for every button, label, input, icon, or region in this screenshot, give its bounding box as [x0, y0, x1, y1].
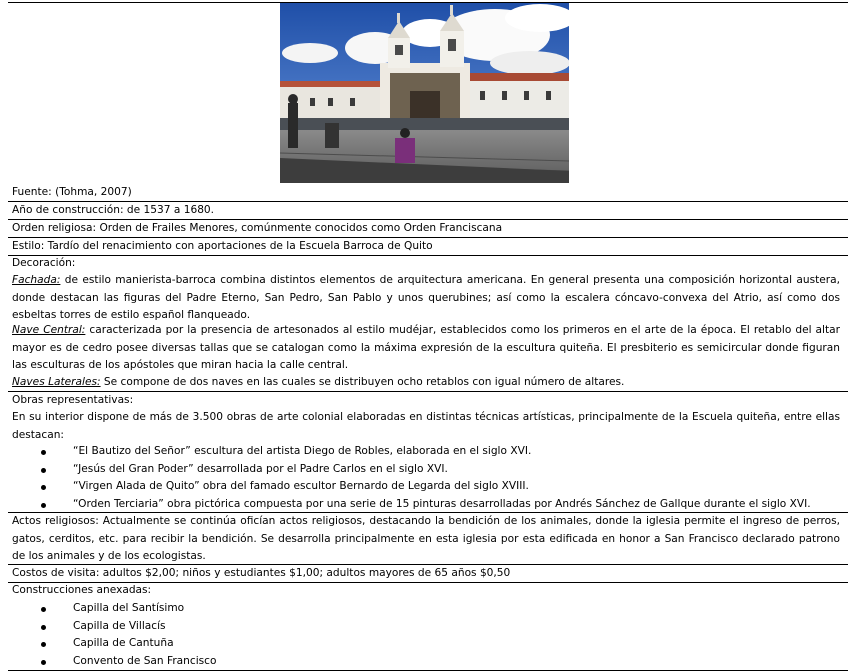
bullet-icon [41, 503, 46, 508]
list-item: “Jesús del Gran Poder” desarrollada por el Padre Carlos en el siglo XVI. [0, 461, 850, 479]
actos-label: Actos religiosos: [12, 515, 99, 527]
bullet-icon [41, 450, 46, 455]
orden-value: Orden de Frailes Menores, comúnmente conocidos como Orden Franciscana [96, 222, 503, 234]
list-item: “El Bautizo del Señor” escultura del artista Diego de Robles, elaborada en el siglo XVI. [0, 443, 850, 461]
obras-heading: Obras representativas: [12, 394, 134, 406]
bullet-icon [41, 468, 46, 473]
bullet-icon [41, 642, 46, 647]
list-item: Convento de San Francisco [0, 653, 850, 671]
estilo-row [12, 238, 840, 256]
anio-row [12, 202, 840, 220]
estilo-value: Tardío del renacimiento con aportaciones de la Escuela Barroca de Quito [44, 240, 433, 252]
fuente-label: Fuente: [12, 186, 52, 198]
bullet-icon [41, 625, 46, 630]
fachada-text: de estilo manierista-barroca combina distintos elementos de arquitectura americana. En general presenta una composición horizontal austera, donde destacan las figuras del Padre Eterno, San Pedro, San Pablo y unos querubines; así como la escalera cóncavo-convexa del Atrio, así como dos esbeltas torres de estilo español flanqueado. [12, 274, 840, 321]
bullet-icon [41, 485, 46, 490]
list-item: Capilla de Cantuña [0, 635, 850, 653]
fuente-value: (Tohma, 2007) [51, 186, 132, 198]
naves-laterales-paragraph [12, 374, 840, 392]
nave-central-paragraph [12, 322, 840, 375]
construcciones-heading: Construcciones anexadas: [12, 584, 152, 596]
construcciones-list [0, 600, 850, 670]
list-item: Capilla de Villacís [0, 618, 850, 636]
orden-label: Orden religiosa: [12, 222, 97, 234]
fachada-label: Fachada: [12, 274, 61, 286]
naves-laterales-label: Naves Laterales: [12, 376, 101, 388]
nave-central-text: caracterizada por la presencia de artesonados al estilo mudéjar, establecidos como los primeros en el arte de la época. El retablo del altar mayor es de cedro posee diversas tallas que se catalogan como la máxima expresión de la escultura quiteña. El presbiterio es semicircular donde figuran las esculturas de los apóstoles que miran hacia la calle central. [12, 324, 840, 371]
church-photo [280, 3, 569, 183]
bullet-icon [41, 660, 46, 665]
list-item: “Orden Terciaria” obra pictórica compuesta por una serie de 15 pinturas desarrolladas por Andrés Sánchez de Gallque durante el siglo XVI. [0, 496, 850, 514]
actos-paragraph [12, 513, 840, 566]
anio-value: de 1537 a 1680. [123, 204, 215, 216]
actos-text: Actualmente se continúa oficían actos religiosos, destacando la bendición de los animales, donde la iglesia permite el ingreso de perros, gatos, cerditos, etc. para recibir la bendición. Se desarrolla principalmente en esta iglesia por esta edificada en honor a San Francisco declarado patrono de los animales y de los ecologistas. [12, 515, 840, 562]
costos-label: Costos de visita: [12, 567, 100, 579]
list-item: Capilla del Santísimo [0, 600, 850, 618]
costos-row [12, 565, 840, 583]
table-border-bottom [8, 670, 848, 671]
nave-central-label: Nave Central: [12, 324, 86, 336]
bullet-icon [41, 607, 46, 612]
anio-label: Año de construcción: [12, 204, 124, 216]
obras-list [0, 443, 850, 513]
list-item: “Virgen Alada de Quito” obra del famado escultor Bernardo de Legarda del siglo XVIII. [0, 478, 850, 496]
fachada-paragraph [12, 272, 840, 325]
decoracion-heading: Decoración: [12, 257, 76, 269]
obras-intro: En su interior dispone de más de 3.500 obras de arte colonial elaboradas en distintas técnicas artísticas, principalmente de la Escuela quiteña, entre ellas destacan: [12, 411, 840, 441]
fuente-row [12, 184, 840, 202]
estilo-label: Estilo: [12, 240, 45, 252]
naves-laterales-text: Se compone de dos naves en las cuales se distribuyen ocho retablos con igual número de altares. [100, 376, 625, 388]
orden-row [12, 220, 840, 238]
costos-value: adultos $2,00; niños y estudiantes $1,00; adultos mayores de 65 años $0,50 [99, 567, 511, 579]
